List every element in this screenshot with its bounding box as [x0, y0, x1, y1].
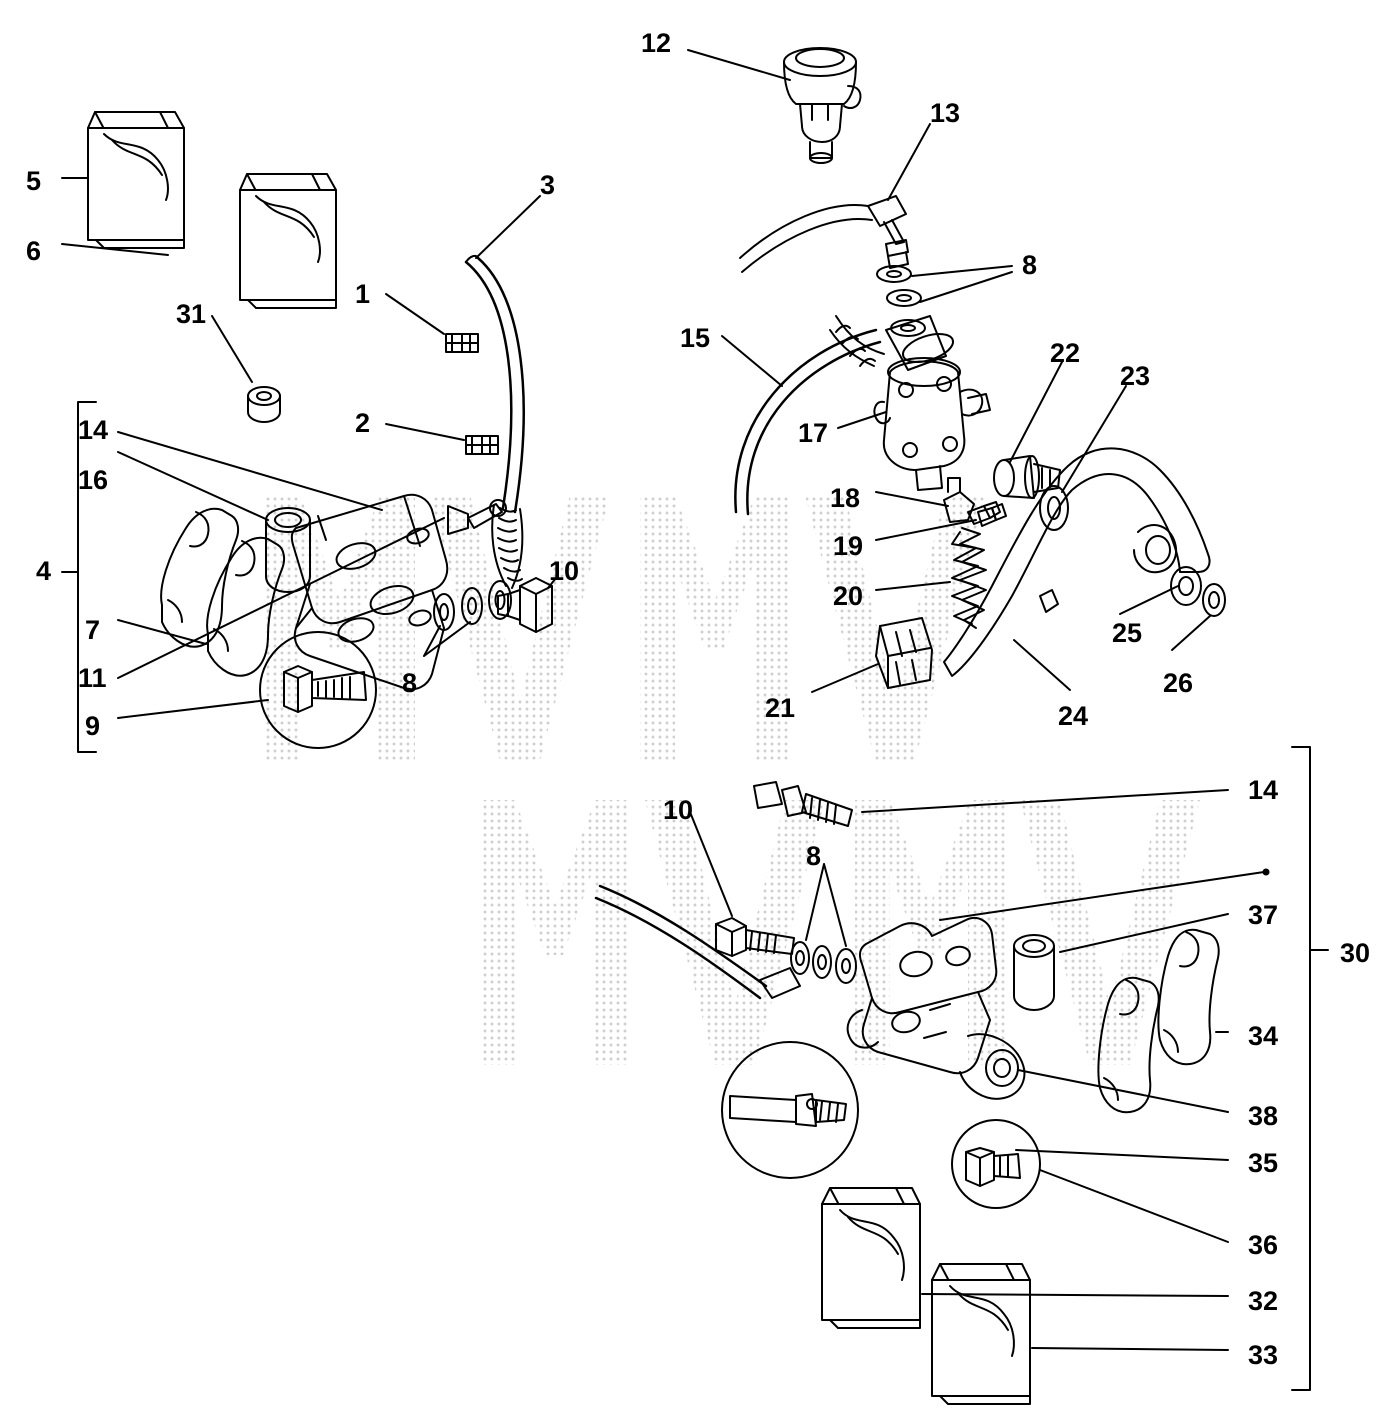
- callout-36: 36: [1248, 1230, 1279, 1260]
- leader-33: [1032, 1348, 1228, 1350]
- callout-2: 2: [355, 408, 371, 438]
- callout-22: 22: [1050, 338, 1081, 368]
- rear-brake-hose-15: [735, 316, 884, 514]
- bracket-front-assembly: [62, 402, 96, 752]
- hose-clip-2: [466, 436, 498, 454]
- leader-8-rear: [806, 864, 846, 946]
- leader-1: [386, 294, 444, 334]
- leader-16: [118, 452, 268, 520]
- callout-5: 5: [26, 166, 42, 196]
- rear-brake-pad-b: [1158, 930, 1218, 1065]
- leader-36: [1040, 1170, 1228, 1242]
- hose-clip-1: [446, 334, 478, 352]
- callout-17: 17: [798, 418, 829, 448]
- callout-14-rear: 14: [1248, 775, 1279, 805]
- callout-8-master: 8: [1022, 250, 1038, 280]
- leader-9: [118, 700, 268, 718]
- callout-1: 1: [355, 279, 371, 309]
- rear-master-cylinder-17: [874, 316, 990, 490]
- callout-21: 21: [765, 693, 796, 723]
- callout-16: 16: [78, 465, 109, 495]
- callout-26: 26: [1163, 668, 1194, 698]
- callout-33: 33: [1248, 1340, 1279, 1370]
- leader-15: [722, 336, 782, 386]
- callout-15: 15: [680, 323, 711, 353]
- callout-8-front: 8: [402, 668, 418, 698]
- callout-24: 24: [1058, 701, 1089, 731]
- fluid-reservoir-12: [784, 48, 861, 163]
- leader-38: [1018, 1070, 1228, 1112]
- callout-13: 13: [930, 98, 961, 128]
- bracket-rear-assembly: [1292, 747, 1328, 1390]
- leader-22: [1010, 362, 1062, 462]
- callout-14: 14: [78, 415, 109, 445]
- brake-pedal-24: [944, 448, 1225, 676]
- callout-3: 3: [540, 170, 556, 200]
- seal-kit-bag-6: [240, 174, 336, 308]
- callout-25: 25: [1112, 618, 1143, 648]
- rear-piston-37: [1014, 935, 1054, 1010]
- pedal-pivot-pin-22: [994, 456, 1060, 498]
- callout-32: 32: [1248, 1286, 1279, 1316]
- callout-23: 23: [1120, 361, 1151, 391]
- bushing-31: [248, 387, 280, 422]
- callout-34: 34: [1248, 1021, 1279, 1051]
- callout-7: 7: [85, 615, 101, 645]
- reservoir-hose-13: [740, 196, 908, 272]
- seal-kit-bag-32: [822, 1188, 920, 1328]
- leader-24: [1014, 640, 1070, 690]
- callout-10-rear: 10: [663, 795, 694, 825]
- rear-caliper-bolt-magnifier-36: [952, 1120, 1040, 1208]
- leader-6: [62, 244, 168, 255]
- rear-sealing-washers-8c: [791, 942, 856, 983]
- leader-13: [888, 124, 930, 200]
- leader-26: [1172, 616, 1210, 650]
- callout-10-front: 10: [549, 556, 580, 586]
- callout-31: 31: [176, 299, 207, 329]
- seal-kit-bag-5: [88, 112, 184, 248]
- callout-35: 35: [1248, 1148, 1279, 1178]
- front-brake-pad-a: [161, 509, 238, 647]
- watermark-mv: [265, 495, 1200, 1065]
- leader-12: [688, 50, 790, 80]
- seal-kit-bag-33: [932, 1264, 1030, 1404]
- leader-25: [1120, 586, 1178, 614]
- callout-30: 30: [1340, 938, 1371, 968]
- callout-38: 38: [1248, 1101, 1279, 1131]
- leader-8-front: [424, 622, 470, 656]
- callout-8-rear: 8: [806, 841, 822, 871]
- callout-11: 11: [78, 663, 107, 693]
- leader-3: [476, 196, 540, 258]
- leader-8b: [912, 266, 1012, 302]
- callout-19: 19: [833, 531, 864, 561]
- callout-12: 12: [641, 28, 672, 58]
- leader-18: [876, 492, 948, 506]
- callout-4: 4: [36, 556, 52, 586]
- rear-pad-pin-magnifier-35: [722, 1042, 858, 1178]
- callout-18: 18: [830, 483, 861, 513]
- callout-20: 20: [833, 581, 864, 611]
- leader-31: [212, 316, 252, 382]
- callout-37: 37: [1248, 900, 1279, 930]
- leader-17: [838, 412, 886, 428]
- callout-6: 6: [26, 236, 42, 266]
- leader-2: [386, 424, 464, 440]
- callout-9: 9: [85, 711, 101, 741]
- leader-35: [1016, 1150, 1228, 1160]
